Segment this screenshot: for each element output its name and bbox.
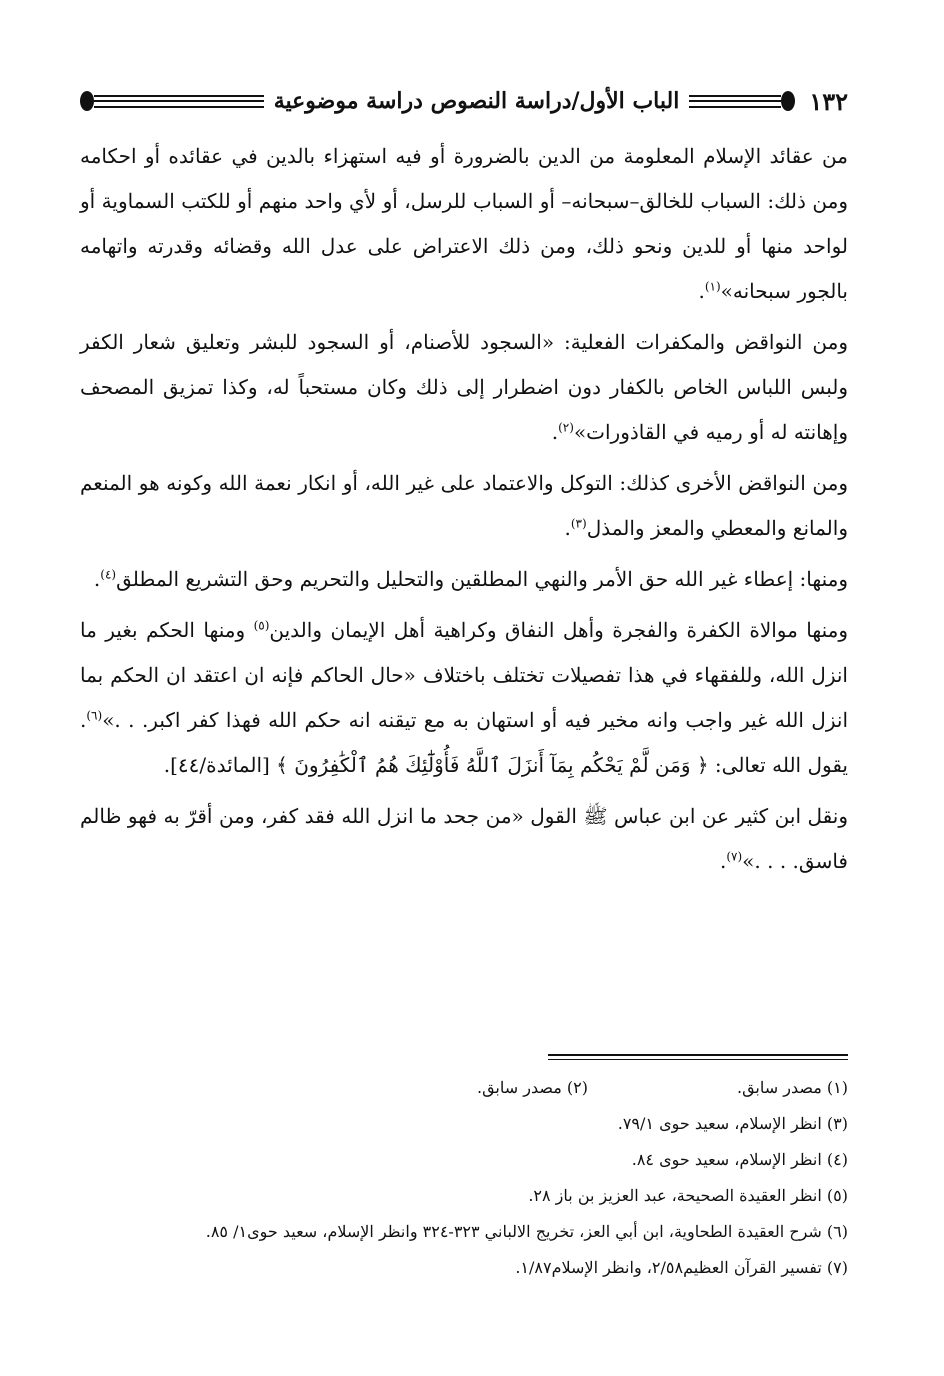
footnote-ref[interactable]: (٤): [100, 567, 117, 582]
running-header: [80, 78, 848, 124]
footnote-6: (٦) شرح العقيدة الطحاوية، ابن أبي العز، تخريج الالباني ٣٢٣-٣٢٤ وانظر الإسلام، سعيد حوى١/ ٨٥.: [205, 1222, 848, 1241]
paragraph: ونقل ابن كثير عن ابن عباس ﷺ القول «من جحد ما انزل الله فقد كفر، ومن أقرّ به فهو ظالم فاسق. . . .»$^{(٧)}$.: [80, 804, 848, 873]
paragraph: ومنها: إعطاء غير الله حق الأمر والنهي المطلقين والتحليل والتحريم وحق التشريع المطلق$^{(٤)}$.: [93, 567, 848, 591]
footnote-ref[interactable]: (٧): [726, 849, 743, 864]
footnote-separator: [548, 1054, 848, 1060]
paragraph: ومن النواقض الأخرى كذلك: التوكل والاعتماد على غير الله، أو انكار نعمة الله وكونه هو المنعم والمانع والمعطي والمعز والمذل$^{(٣)}$.: [80, 471, 848, 540]
footnote-4: (٤) انظر الإسلام، سعيد حوى ٨٤.: [631, 1150, 848, 1169]
footnote-1: (١) مصدر سابق.: [737, 1078, 848, 1097]
header-ornament: [80, 88, 795, 114]
footnote-ref[interactable]: (٦): [86, 708, 103, 723]
footnote-3: (٣) انظر الإسلام، سعيد حوى ٧٩/١.: [617, 1114, 848, 1133]
paragraph: ومنها موالاة الكفرة والفجرة وأهل النفاق وكراهية أهل الإيمان والدين$^{(٥)}$ ومنها الحكم بغير ما انزل الله، وللفقهاء في هذا تفصيلات تختلف باختلاف «حال الحاكم فإنه ان اعتقد ان الحكم بما انزل الله غير واجب وانه مخير فيه أو استهان به مع تيقنه انه حكم الله فهذا كفر اكبر. . .»$^{(٦)}$. يقول الله تعالى: ﴿ وَمَن لَّمْ يَحْكُم بِمَآ أَنزَلَ ٱللَّهُ فَأُوْلَٰٓئِكَ هُمُ ٱلْكَٰفِرُونَ ﴾ [المائدة/٤٤].: [80, 618, 849, 777]
ornament-lines-right: [689, 95, 781, 108]
chapter-title: الباب الأول/دراسة النصوص دراسة موضوعية: [273, 88, 680, 114]
paragraph: من عقائد الإسلام المعلومة من الدين بالضرورة أو فيه استهزاء بالدين في عقائده أو احكامه ومن ذلك: السباب للخالق–سبحانه– أو السباب للرسل، أو لأي واحد منهم أو للكتب السماوية أو لواحد منها أو للدين ونحو ذلك، ومن ذلك الاعتراض على عدل الله وقضائه وقدرته واتهامه بالجور سبحانه»$^{(١)}$.: [80, 144, 848, 303]
footnote-5: (٥) انظر العقيدة الصحيحة، عبد العزيز بن باز ٢٨.: [528, 1186, 848, 1205]
ornament-lines-left: [94, 95, 264, 108]
page-number: ١٣٢: [809, 86, 848, 116]
footnote-2: (٢) مصدر سابق.: [477, 1078, 588, 1097]
footnote-row: [80, 1070, 848, 1106]
footnote-7: (٧) تفسير القرآن العظيم٢/٥٨، وانظر الإسلام١/٨٧.: [515, 1258, 848, 1277]
ornament-cap-right: [781, 91, 795, 111]
footnotes: [80, 1070, 848, 1286]
footnote-ref[interactable]: (٣): [570, 516, 587, 531]
quran-verse: . يقول الله تعالى: ﴿ وَمَن لَّمْ يَحْكُم بِمَآ أَنزَلَ ٱللَّهُ فَأُوْلَٰٓئِكَ هُمُ ٱلْكَٰفِرُونَ ﴾ [المائدة/٤٤].: [80, 708, 848, 777]
footnote-ref[interactable]: (٥): [253, 618, 270, 633]
ornament-cap-left: [80, 91, 94, 111]
paragraph: ومن النواقض والمكفرات الفعلية: «السجود للأصنام، أو السجود للبشر وتعليق شعار الكفر ولبس اللباس الخاص بالكفار دون اضطرار إلى ذلك وكان مستحباً له، وكذا تمزيق المصحف وإهانته له أو رميه في القاذورات»$^{(٢)}$.: [80, 330, 849, 444]
footnote-ref[interactable]: (٢): [558, 420, 574, 435]
footnote-ref[interactable]: (١): [704, 279, 721, 294]
main-text: [80, 134, 848, 884]
